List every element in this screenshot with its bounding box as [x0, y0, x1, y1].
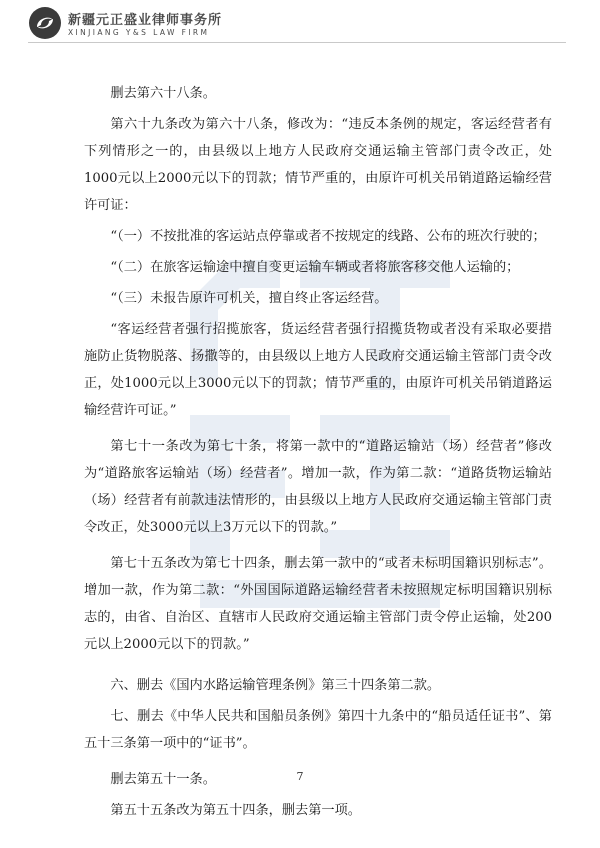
paragraph: “（二）在旅客运输途中擅自变更运输车辆或者将旅客移交他人运输的； [110, 260, 520, 275]
firm-name-en: XINJIANG Y&S LAW FIRM [68, 28, 210, 37]
paragraph: 删去第六十八条。 [110, 86, 216, 101]
header-divider [28, 42, 566, 43]
paragraph: 第六十九条改为第六十八条，修改为：“违反本条例的规定，客运经营者有下列情形之一的，由县级以上地方人民政府交通运输主管部门责令改正，处1000元以上2000元以下的罚款；情节严重的，由原许可机关吊销道路运输经营许可证： [84, 117, 552, 213]
paragraph: 七、删去《中华人民共和国船员条例》第四十九条中的“船员适任证书”、第五十三条第一项中的“证书”。 [84, 709, 552, 751]
firm-name-cn: 新疆元正盛业律师事务所 [68, 13, 223, 28]
paragraph: 第五十五条改为第五十四条，删去第一项。 [110, 803, 361, 818]
document-body [84, 80, 552, 824]
letterhead [28, 6, 328, 42]
paragraph: 第七十五条改为第七十四条，删去第一款中的“或者未标明国籍识别标志”。增加一款，作为第二款：“外国国际道路运输经营者未按照规定标明国籍识别标志的，由省、自治区、直辖市人民政府交通运输主管部门责令停止运输，处200元以上2000元以下的罚款。” [84, 556, 552, 652]
paragraph: 删去第五十一条。 [110, 772, 216, 787]
ys-swirl-logo-icon [28, 6, 62, 40]
paragraph: 第七十一条改为第七十条，将第一款中的“道路运输站（场）经营者”修改为“道路旅客运输站（场）经营者”。增加一款，作为第二款：“道路货物运输站（场）经营者有前款违法情形的，由县级以上地方人民政府交通运输主管部门责令改正，处3000元以上3万元以下的罚款。” [84, 439, 552, 535]
page-number: 7 [296, 770, 304, 783]
paragraph: “客运经营者强行招揽旅客，货运经营者强行招揽货物或者没有采取必要措施防止货物脱落、扬撒等的，由县级以上地方人民政府交通运输主管部门责令改正，处1000元以上3000元以下的罚款；情节严重的，由原许可机关吊销道路运输经营许可证。” [84, 322, 552, 418]
paragraph: 六、删去《国内水路运输管理条例》第三十四条第二款。 [110, 678, 441, 693]
paragraph: “（三）未报告原许可机关，擅自终止客运经营。 [110, 291, 388, 306]
paragraph: “（一）不按批准的客运站点停靠或者不按规定的线路、公布的班次行驶的； [110, 229, 546, 244]
